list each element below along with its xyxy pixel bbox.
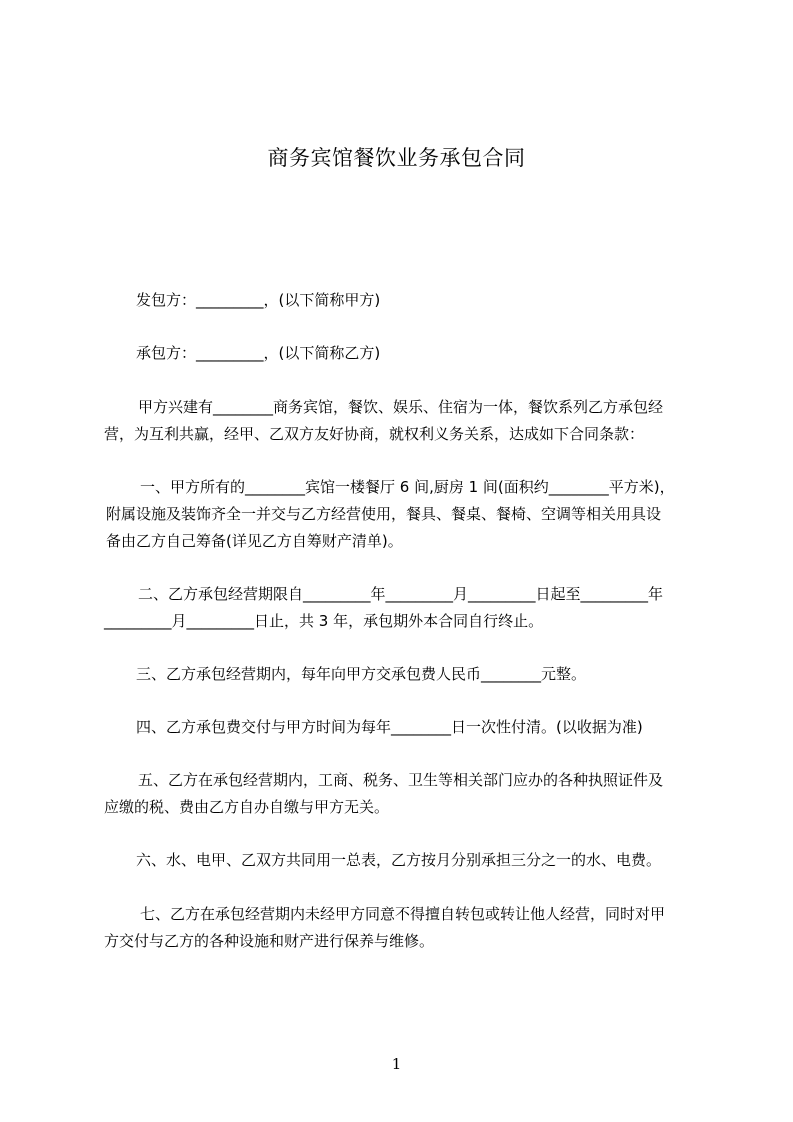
text-line: _________月_________日止，共 3 年，承包期外本合同自行终止。: [104, 612, 544, 630]
text-line: 方交付与乙方的各种设施和财产进行保养与维修。: [104, 932, 435, 950]
text-line: 营，为互利共赢，经甲、乙双方友好协商，就权利义务关系，达成如下合同条款：: [104, 425, 645, 443]
text-line: 四、乙方承包费交付与甲方时间为每年________日一次性付清。(以收据为准): [136, 718, 643, 736]
text-line: 附属设施及装饰齐全一并交与乙方经营使用，餐具、餐桌、餐椅、空调等相关用具设: [106, 505, 662, 523]
clause-party-a: [104, 287, 704, 314]
clause-3: [104, 661, 704, 688]
text-line: 三、乙方承包经营期内，每年向甲方交承包费人民币________元整。: [136, 665, 587, 683]
text-line: 五、乙方在承包经营期内，工商、税务、卫生等相关部门应办的各种执照证件及: [138, 771, 664, 789]
page-number: 1: [391, 1055, 402, 1073]
clause-party-b: [104, 340, 704, 367]
document-title: 商务宾馆餐饮业务承包合同: [267, 146, 526, 170]
text-line: 备由乙方自己筹备(详见乙方自筹财产清单)。: [106, 532, 403, 550]
clause-5: [104, 767, 704, 821]
text-line: 发包方：_________，(以下简称甲方): [136, 291, 381, 309]
text-line: 七、乙方在承包经营期内未经甲方同意不得擅自转包或转让他人经营，同时对甲: [140, 905, 666, 923]
clause-7: [104, 901, 704, 955]
clause-preamble: [104, 394, 704, 448]
text-line: 二、乙方承包经营期限自_________年_________月_________日起至_________年: [138, 585, 664, 603]
text-line: 承包方：_________，(以下简称乙方): [136, 344, 381, 362]
text-line: 一、甲方所有的________宾馆一楼餐厅 6 间,厨房 1 间(面积约________平方米)，: [140, 478, 675, 496]
clause-6: [104, 847, 704, 874]
clause-2: [104, 581, 704, 635]
text-line: 六、水、电甲、乙双方共同用一总表，乙方按月分别承担三分之一的水、电费。: [136, 851, 662, 869]
text-line: 应缴的税、费由乙方自办自缴与甲方无关。: [104, 798, 390, 816]
clause-4: [104, 714, 704, 741]
clause-1: [104, 474, 704, 555]
text-line: 甲方兴建有________商务宾馆，餐饮、娱乐、住宿为一体，餐饮系列乙方承包经: [138, 398, 664, 416]
